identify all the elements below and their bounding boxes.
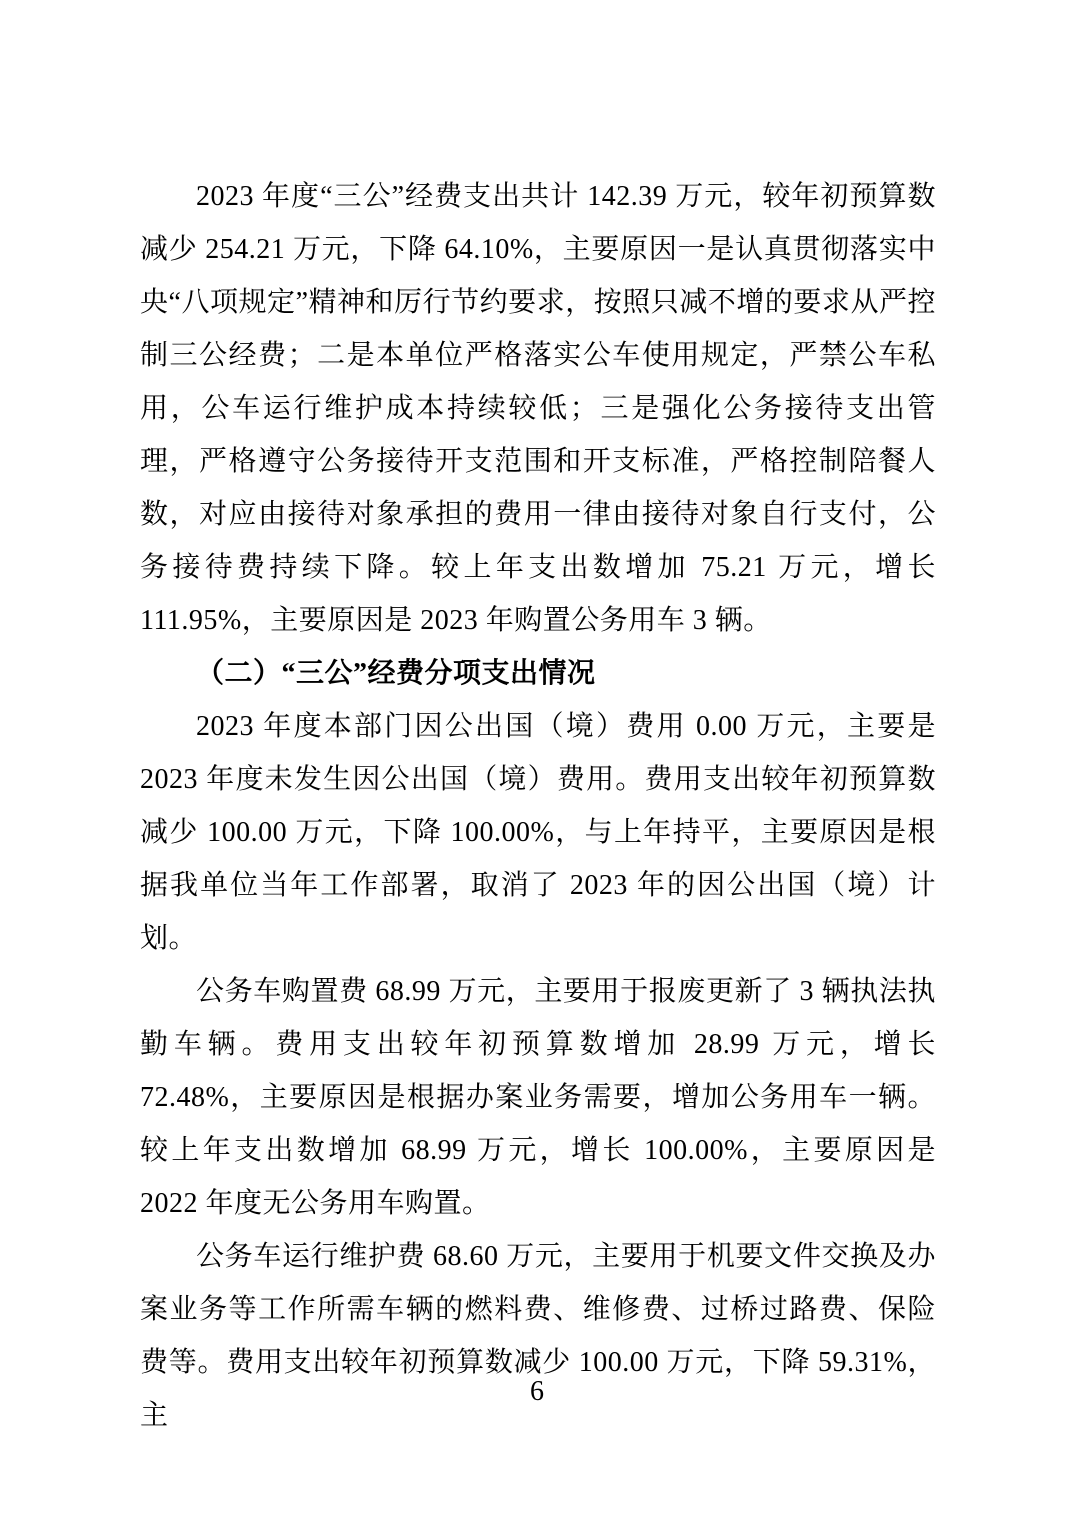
section-heading: （二）“三公”经费分项支出情况 — [196, 658, 596, 689]
paragraph-abroad-expense: 2023 年度本部门因公出国（境）费用 0.00 万元，主要是 2023 年度未发生因公出国（境）费用。费用支出较年初预算数减少 100.00 万元，下降 100.00%，与上年持平，主要原因是根据我单位当年工作部署，取消了 2023 年的因公出国（境）计划。 — [140, 711, 936, 954]
document-body — [140, 170, 936, 1442]
paragraph-summary: 2023 年度“三公”经费支出共计 142.39 万元，较年初预算数减少 254.21 万元，下降 64.10%，主要原因一是认真贯彻落实中央“八项规定”精神和厉行节约要求，按照只减不增的要求从严控制三公经费；二是本单位严格落实公车使用规定，严禁公车私用，公车运行维护成本持续较低；三是强化公务接待支出管理，严格遵守公务接待开支范围和开支标准，严格控制陪餐人数，对应由接待对象承担的费用一律由接待对象自行支付，公务接待费持续下降。较上年支出数增加 75.21 万元，增长 111.95%，主要原因是 2023 年购置公务用车 3 辆。 — [140, 181, 936, 636]
paragraph-vehicle-purchase: 公务车购置费 68.99 万元，主要用于报废更新了 3 辆执法执勤车辆。费用支出较年初预算数增加 28.99 万元，增长 72.48%，主要原因是根据办案业务需要，增加公务用车一辆。较上年支出数增加 68.99 万元，增长 100.00%，主要原因是 2022 年度无公务用车购置。 — [140, 976, 936, 1219]
paragraph-vehicle-maintenance: 公务车运行维护费 68.60 万元，主要用于机要文件交换及办案业务等工作所需车辆的燃料费、维修费、过桥过路费、保险费等。费用支出较年初预算数减少 100.00 万元，下降 59.31%，主 — [140, 1241, 936, 1431]
page-number: 6 — [530, 1376, 544, 1407]
